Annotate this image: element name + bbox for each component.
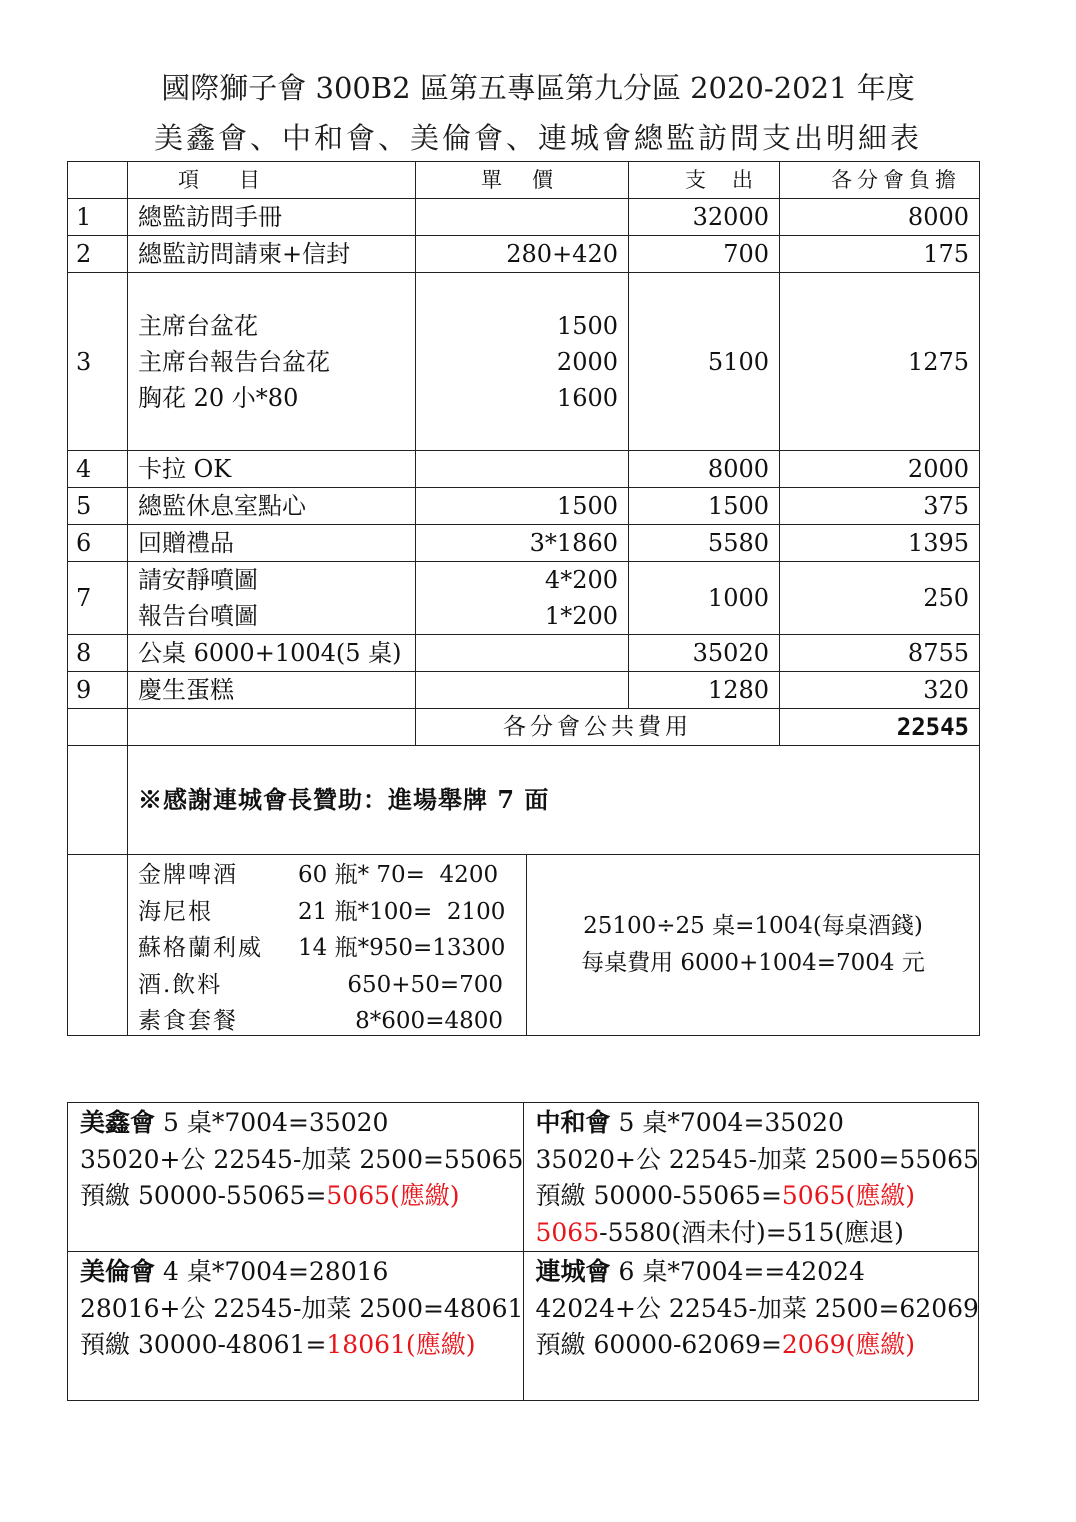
unit-price-text: 4*200 xyxy=(544,566,618,594)
share-cell: 1275 xyxy=(780,273,980,451)
club-name: 連城會 xyxy=(535,1257,611,1286)
item-text: 主席台盆花 xyxy=(138,311,258,340)
item-text: 請安靜噴圖 xyxy=(138,566,258,594)
club-line-3 xyxy=(80,1327,513,1364)
drink-name: 金牌啤酒 xyxy=(138,862,238,888)
unit-price-text: 1600 xyxy=(556,383,618,412)
total-row xyxy=(68,709,980,746)
share-cell: 320 xyxy=(780,672,980,709)
total-label: 各分會公共費用 xyxy=(416,709,780,746)
unit-price-text: 1500 xyxy=(556,492,618,520)
club-tables-calc: 4 桌*7004=28016 xyxy=(155,1257,389,1286)
drink-item xyxy=(138,857,526,894)
drink-name: 海尼根 xyxy=(138,898,213,925)
club-line-1 xyxy=(80,1105,513,1142)
club-prepaid-calc: 預繳 50000-55065= xyxy=(80,1181,327,1210)
row-number: 6 xyxy=(68,525,128,562)
club-summary-table xyxy=(67,1102,979,1401)
club-name: 美倫會 xyxy=(80,1257,156,1286)
club-cell xyxy=(523,1252,979,1401)
unit-price-text: 1*200 xyxy=(544,602,618,630)
expense-cell: 1280 xyxy=(629,672,780,709)
item-cell xyxy=(128,236,416,273)
expense-cell: 5100 xyxy=(629,273,780,451)
club-tables-calc: 5 桌*7004=35020 xyxy=(155,1108,389,1137)
item-cell xyxy=(128,635,416,672)
drinks-left xyxy=(128,855,527,1035)
club-line-2: 28016+公 22545-加菜 2500=48061 xyxy=(80,1293,524,1323)
drink-calc: 21 瓶*100= 2100 xyxy=(298,898,506,925)
expense-cell: 35020 xyxy=(629,635,780,672)
item-text: 總監休息室點心 xyxy=(138,492,306,520)
total-value: 22545 xyxy=(780,709,980,746)
per-table-calc-cell xyxy=(527,855,979,1035)
drink-name: 蘇格蘭利威 xyxy=(138,935,263,961)
drink-item xyxy=(138,1003,526,1040)
drink-item xyxy=(138,930,526,967)
row-number: 4 xyxy=(68,451,128,488)
club-row xyxy=(68,1103,979,1252)
unit-price-cell xyxy=(416,451,629,488)
item-text: 公桌 6000+1004(5 桌) xyxy=(138,639,402,667)
thanks-no-cell xyxy=(68,746,128,855)
share-cell: 375 xyxy=(780,488,980,525)
share-cell: 8000 xyxy=(780,199,980,236)
club-refund-calc: -5580(酒未付)=515(應退) xyxy=(599,1217,904,1247)
unit-price-cell xyxy=(416,236,629,273)
item-text: 卡拉 OK xyxy=(138,455,232,483)
expense-cell: 32000 xyxy=(629,199,780,236)
club-line-2: 35020+公 22545-加菜 2500=55065 xyxy=(535,1144,979,1174)
total-no-cell xyxy=(68,709,128,746)
club-line-1 xyxy=(536,1105,969,1142)
row-number: 5 xyxy=(68,488,128,525)
table-row xyxy=(68,451,980,488)
unit-price-cell xyxy=(416,525,629,562)
item-text: 報告台噴圖 xyxy=(138,602,258,630)
club-line-3 xyxy=(536,1327,969,1364)
header-unit-price: 單價 xyxy=(416,162,629,199)
item-cell xyxy=(128,525,416,562)
club-amount-due: 18061(應繳) xyxy=(326,1330,476,1359)
drink-name: 酒.飲料 xyxy=(138,971,223,998)
unit-price-text: 1500 xyxy=(556,311,618,340)
share-cell: 8755 xyxy=(780,635,980,672)
share-cell: 2000 xyxy=(780,451,980,488)
item-cell xyxy=(128,488,416,525)
header-share: 各分會負擔 xyxy=(780,162,980,199)
item-cell xyxy=(128,273,416,451)
unit-price-cell xyxy=(416,672,629,709)
expense-cell: 8000 xyxy=(629,451,780,488)
item-text: 總監訪問手冊 xyxy=(138,203,282,231)
item-cell xyxy=(128,199,416,236)
club-line-2: 35020+公 22545-加菜 2500=55065 xyxy=(80,1144,524,1174)
club-line-4 xyxy=(536,1215,969,1252)
club-amount-due: 5065(應繳) xyxy=(781,1181,916,1210)
expense-cell: 5580 xyxy=(629,525,780,562)
table-row xyxy=(68,199,980,236)
expense-cell: 700 xyxy=(629,236,780,273)
club-amount-due: 2069(應繳) xyxy=(781,1330,916,1359)
table-row xyxy=(68,635,980,672)
club-prepaid-calc: 預繳 60000-62069= xyxy=(535,1330,782,1359)
club-amount-due: 5065(應繳) xyxy=(326,1181,460,1210)
share-cell: 1395 xyxy=(780,525,980,562)
club-cell xyxy=(523,1103,979,1252)
item-cell xyxy=(128,451,416,488)
drink-item xyxy=(138,967,526,1004)
table-row xyxy=(68,672,980,709)
row-number: 3 xyxy=(68,273,128,451)
club-line-3 xyxy=(80,1178,513,1215)
drinks-row xyxy=(68,855,980,1036)
drink-item xyxy=(138,894,526,931)
drink-calc: 60 瓶* 70= 4200 xyxy=(298,862,499,888)
table-row xyxy=(68,488,980,525)
club-prepaid-calc: 預繳 50000-55065= xyxy=(535,1181,782,1210)
row-number: 1 xyxy=(68,199,128,236)
document-subtitle: 美鑫會、中和會、美倫會、連城會總監訪問支出明細表 xyxy=(153,121,922,155)
table-row xyxy=(68,273,980,451)
drink-calc: 8*600=4800 xyxy=(355,1008,503,1034)
expense-table xyxy=(67,161,980,1036)
row-number: 9 xyxy=(68,672,128,709)
total-blank-cell xyxy=(128,709,416,746)
club-name: 美鑫會 xyxy=(80,1108,156,1137)
club-line-2: 42024+公 22545-加菜 2500=62069 xyxy=(535,1293,979,1323)
drink-calc: 14 瓶*950=13300 xyxy=(298,935,506,961)
drinks-wrapper-cell xyxy=(128,855,980,1036)
thanks-row xyxy=(68,746,980,855)
header-no xyxy=(68,162,128,199)
table-header-row xyxy=(68,162,980,199)
header-item: 項目 xyxy=(128,162,416,199)
club-line-1 xyxy=(536,1254,969,1291)
item-text: 胸花 20 小*80 xyxy=(138,383,299,412)
unit-price-text: 3*1860 xyxy=(529,529,618,557)
expense-cell: 1000 xyxy=(629,562,780,635)
drink-calc: 650+50=700 xyxy=(347,971,503,998)
club-name: 中和會 xyxy=(535,1108,611,1137)
item-text: 慶生蛋糕 xyxy=(138,676,234,704)
unit-price-text: 280+420 xyxy=(506,240,618,268)
club-line-3 xyxy=(536,1178,969,1215)
drink-list xyxy=(128,855,526,1040)
share-cell: 250 xyxy=(780,562,980,635)
unit-price-text: 2000 xyxy=(556,347,618,376)
item-text: 主席台報告台盆花 xyxy=(138,347,330,376)
row-number: 2 xyxy=(68,236,128,273)
share-cell: 175 xyxy=(780,236,980,273)
unit-price-cell xyxy=(416,562,629,635)
club-cell xyxy=(68,1103,524,1252)
club-line-1 xyxy=(80,1254,513,1291)
unit-price-cell xyxy=(416,273,629,451)
club-row xyxy=(68,1252,979,1401)
club-tables-calc: 6 桌*7004==42024 xyxy=(610,1257,865,1286)
thanks-cell xyxy=(128,746,980,855)
row-number: 8 xyxy=(68,635,128,672)
club-prepaid-calc: 預繳 30000-48061= xyxy=(80,1330,327,1359)
club-cell xyxy=(68,1252,524,1401)
club-refund-base: 5065 xyxy=(535,1217,600,1247)
unit-price-cell xyxy=(416,199,629,236)
header-expense: 支出 xyxy=(629,162,780,199)
drink-name: 素食套餐 xyxy=(138,1008,238,1034)
table-row xyxy=(68,562,980,635)
document-title: 國際獅子會 300B2 區第五專區第九分區 2020-2021 年度 xyxy=(161,71,915,105)
item-cell xyxy=(128,562,416,635)
item-text: 回贈禮品 xyxy=(138,529,234,557)
item-text: 總監訪問請柬+信封 xyxy=(138,240,351,268)
thanks-note: ※感謝連城會長贊助：進場舉牌 7 面 xyxy=(138,785,550,814)
unit-price-cell xyxy=(416,635,629,672)
unit-price-cell xyxy=(416,488,629,525)
table-row xyxy=(68,236,980,273)
expense-cell: 1500 xyxy=(629,488,780,525)
table-row xyxy=(68,525,980,562)
row-number: 7 xyxy=(68,562,128,635)
item-cell xyxy=(128,672,416,709)
per-table-calc-line: 25100÷25 桌=1004(每桌酒錢) xyxy=(583,913,923,939)
per-table-calc-line: 每桌費用 6000+1004=7004 元 xyxy=(581,950,925,976)
club-tables-calc: 5 桌*7004=35020 xyxy=(610,1108,844,1137)
drinks-no-cell xyxy=(68,855,128,1036)
